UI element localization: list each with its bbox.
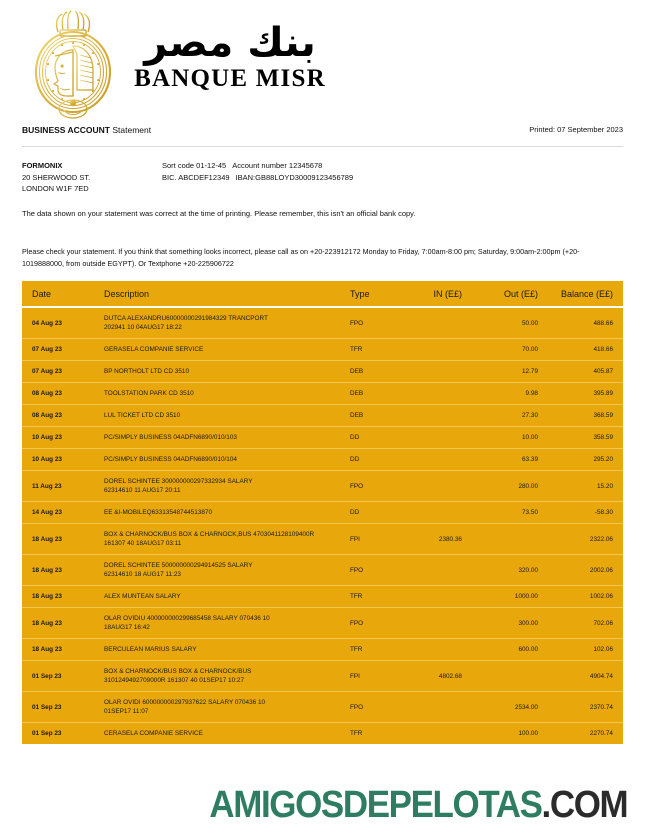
description-line-2: 161307 40 18AUG17 03:11: [104, 540, 182, 547]
printing-notice: The data shown on your statement was correct at the time of printing. Please remember, this isn't an official bank copy.: [22, 209, 416, 218]
cell-description: [94, 524, 342, 555]
description-line-1: CERASELA COMPANIE SERVICE: [104, 730, 203, 737]
statement-title-thin: Statement: [110, 125, 152, 135]
column-header-description[interactable]: Description: [94, 281, 342, 307]
bic-code: BIC. ABCDEF12349: [162, 172, 230, 182]
cell-type: FPO: [342, 692, 398, 723]
cell-date: 01 Sep 23: [22, 692, 94, 723]
cell-out: 10.00: [468, 427, 546, 449]
cell-date: 08 Aug 23: [22, 383, 94, 405]
table-row[interactable]: [22, 307, 623, 339]
cell-type: DD: [342, 427, 398, 449]
cell-in: [398, 502, 468, 524]
cell-in: [398, 608, 468, 639]
cell-description: [94, 307, 342, 339]
account-info-block: [22, 160, 623, 202]
cell-in: 4802.68: [398, 661, 468, 692]
watermark-tld: .COM: [541, 784, 627, 826]
cell-description: [94, 502, 342, 524]
cell-balance: 2322.06: [546, 524, 623, 555]
cell-date: 18 Aug 23: [22, 524, 94, 555]
table-row[interactable]: [22, 586, 623, 608]
column-header-balance[interactable]: Balance (E£): [546, 281, 623, 307]
customer-address-line3: LONDON W1F 7ED: [22, 184, 89, 193]
cell-out: 1000.00: [468, 586, 546, 608]
description-line-1: DOREL SCHINTEE 500000000294914525 SALARY: [104, 562, 253, 569]
cell-out: 100.00: [468, 723, 546, 745]
table-header: [22, 281, 623, 307]
cell-date: 14 Aug 23: [22, 502, 94, 524]
statement-title-bold: BUSINESS ACCOUNT: [22, 125, 110, 135]
cell-type: FPI: [342, 524, 398, 555]
cell-type: TFR: [342, 339, 398, 361]
cell-description: [94, 555, 342, 586]
account-number: Account number 12345678: [232, 161, 323, 170]
cell-balance: 418.66: [546, 339, 623, 361]
cell-out: 12.79: [468, 361, 546, 383]
cell-in: [398, 383, 468, 405]
description-line-1: BP NORTHOLT LTD CD 3510: [104, 368, 189, 375]
description-line-2: 62314610 11 AUG17 20:11: [104, 487, 181, 494]
page-title: [22, 125, 151, 135]
cell-description: [94, 608, 342, 639]
cell-date: 18 Aug 23: [22, 555, 94, 586]
table-row[interactable]: [22, 405, 623, 427]
cell-description: [94, 427, 342, 449]
cell-in: [398, 723, 468, 745]
cell-balance: 2370.74: [546, 692, 623, 723]
brand-latin-name: BANQUE MISR: [134, 65, 326, 92]
description-line-1: LUL TICKET LTD CD 3510: [104, 412, 181, 419]
cell-in: [398, 405, 468, 427]
table-row[interactable]: [22, 361, 623, 383]
cell-description: [94, 692, 342, 723]
cell-type: TFR: [342, 586, 398, 608]
cell-out: 320.00: [468, 555, 546, 586]
table-row[interactable]: [22, 471, 623, 502]
cell-out: 70.00: [468, 339, 546, 361]
sort-code-row: [162, 160, 359, 172]
cell-balance: -58.30: [546, 502, 623, 524]
table-row[interactable]: [22, 723, 623, 745]
site-watermark: [209, 786, 627, 824]
cell-date: 10 Aug 23: [22, 427, 94, 449]
cell-date: 08 Aug 23: [22, 405, 94, 427]
cell-description: [94, 383, 342, 405]
description-line-2: 202941 10 04AUG17 18:22: [104, 324, 182, 331]
cell-out: 2534.00: [468, 692, 546, 723]
cell-type: FPO: [342, 471, 398, 502]
cell-type: FPO: [342, 608, 398, 639]
cell-date: 10 Aug 23: [22, 449, 94, 471]
cell-out: 300.00: [468, 608, 546, 639]
cell-type: DEB: [342, 383, 398, 405]
description-line-1: OLAR OVIDIU 400000000299685458 SALARY 070436 10: [104, 615, 270, 622]
cell-date: 07 Aug 23: [22, 339, 94, 361]
cell-balance: 488.66: [546, 307, 623, 339]
cell-description: [94, 723, 342, 745]
cell-balance: 1002.06: [546, 586, 623, 608]
cell-balance: 102.06: [546, 639, 623, 661]
cell-balance: 368.59: [546, 405, 623, 427]
customer-address-line2: 20 SHERWOOD ST.: [22, 172, 91, 182]
cell-in: [398, 639, 468, 661]
cell-in: [398, 586, 468, 608]
cell-description: [94, 405, 342, 427]
iban-code: IBAN:GB88LOYD30009123456789: [235, 172, 354, 182]
cell-type: DD: [342, 502, 398, 524]
cell-date: 18 Aug 23: [22, 608, 94, 639]
bic-iban-row: [162, 172, 359, 184]
column-header-out[interactable]: Out (E£): [468, 281, 546, 307]
cell-date: 04 Aug 23: [22, 307, 94, 339]
cell-description: [94, 639, 342, 661]
cell-in: [398, 427, 468, 449]
table-row[interactable]: [22, 692, 623, 723]
cell-type: DEB: [342, 405, 398, 427]
cell-date: 18 Aug 23: [22, 586, 94, 608]
cell-out: 27.30: [468, 405, 546, 427]
contact-notice: Please check your statement. If you think that something looks incorrect, please call as on +20-223912172 Monday to Friday, 7:00am-8:00 pm; Saturday, 9:00am-2:00pm (+20-1019888000, from outside EGYPT). Or Textphone +20-225906722: [22, 247, 580, 268]
cell-balance: 15.20: [546, 471, 623, 502]
cell-in: [398, 307, 468, 339]
cell-out: [468, 524, 546, 555]
description-line-1: PC/SIMPLY BUSINESS 04ADFN6890/010/104: [104, 456, 237, 463]
watermark-main: AMIGOSDEPELOTAS: [209, 784, 542, 826]
cell-balance: 295.20: [546, 449, 623, 471]
description-line-2: 3101249492709000R 161307 40 01SEP17 10:27: [104, 677, 245, 684]
description-line-1: PC/SIMPLY BUSINESS 04ADFN6890/010/103: [104, 434, 237, 441]
description-line-1: OLAR OVIDI 600000000297937622 SALARY 070436 10: [104, 699, 266, 706]
cell-in: [398, 361, 468, 383]
table-row[interactable]: [22, 639, 623, 661]
cell-date: 01 Sep 23: [22, 661, 94, 692]
cell-balance: 4904.74: [546, 661, 623, 692]
cell-description: [94, 339, 342, 361]
description-line-2: 01SEP17 11:07: [104, 708, 149, 715]
cell-in: [398, 555, 468, 586]
description-line-1: DOREL SCHINTEE 300000000297332934 SALARY: [104, 478, 253, 485]
column-header-type[interactable]: Type: [342, 281, 398, 307]
printed-date: Printed: 07 September 2023: [529, 125, 623, 134]
pharaoh-cartouche-logo: [27, 10, 119, 122]
description-line-1: BERCULEAN MARIUS SALARY: [104, 646, 197, 653]
cell-out: 50.00: [468, 307, 546, 339]
cell-type: TFR: [342, 723, 398, 745]
bank-logo: [27, 10, 119, 122]
cell-balance: 2270.74: [546, 723, 623, 745]
table-row[interactable]: [22, 449, 623, 471]
brand-arabic-name: بنك مصر: [144, 20, 316, 66]
table-row[interactable]: [22, 427, 623, 449]
cell-out: 63.39: [468, 449, 546, 471]
cell-description: [94, 471, 342, 502]
statement-header: [22, 125, 623, 147]
cell-out: 600.00: [468, 639, 546, 661]
transactions-table-wrap: [22, 281, 623, 744]
table-row[interactable]: [22, 555, 623, 586]
table-row[interactable]: [22, 661, 623, 692]
table-header-row: [22, 281, 623, 307]
cell-out: [468, 661, 546, 692]
cell-out: 9.98: [468, 383, 546, 405]
cell-date: 01 Sep 23: [22, 723, 94, 745]
description-line-1: EE &I-MOBILEQ63313548744513870: [104, 509, 213, 516]
cell-balance: 395.89: [546, 383, 623, 405]
cell-balance: 702.06: [546, 608, 623, 639]
cell-date: 07 Aug 23: [22, 361, 94, 383]
description-line-1: DUTCA ALEXANDRU60000000291984329 TRANCPORT: [104, 315, 268, 322]
cell-out: 280.00: [468, 471, 546, 502]
table-row[interactable]: [22, 383, 623, 405]
cell-type: FPI: [342, 661, 398, 692]
cell-type: DEB: [342, 361, 398, 383]
column-header-in[interactable]: IN (E£): [398, 281, 468, 307]
column-header-date[interactable]: Date: [22, 281, 94, 307]
description-line-1: BOX & CHARNOCK/BUS BOX & CHARNOCK,BUS 4703041128109400R: [104, 531, 315, 538]
cell-in: [398, 339, 468, 361]
cell-in: [398, 449, 468, 471]
cell-balance: 405.87: [546, 361, 623, 383]
description-line-1: TOOLSTATION PARK CD 3510: [104, 390, 194, 397]
cell-type: TFR: [342, 639, 398, 661]
cell-balance: 2002.06: [546, 555, 623, 586]
description-line-1: GERASELA COMPANIE SERVICE: [104, 346, 204, 353]
customer-address: [22, 160, 90, 195]
table-row[interactable]: [22, 339, 623, 361]
cell-in: [398, 692, 468, 723]
sort-code: Sort code 01-12-45: [162, 161, 227, 170]
cell-description: [94, 586, 342, 608]
customer-name: FORMONIX: [22, 161, 63, 170]
description-line-2: 18AUG17 16:42: [104, 624, 150, 631]
table-row[interactable]: [22, 502, 623, 524]
brand-block: [120, 22, 340, 93]
table-row[interactable]: [22, 608, 623, 639]
table-body: [22, 307, 623, 744]
description-line-1: BOX & CHARNOCK/BUS BOX & CHARNOCK/BUS: [104, 668, 252, 675]
cell-type: FPO: [342, 307, 398, 339]
cell-date: 18 Aug 23: [22, 639, 94, 661]
cell-description: [94, 361, 342, 383]
transactions-table: [22, 281, 623, 744]
cell-in: [398, 471, 468, 502]
description-line-1: ALEX MUNTEAN SALARY: [104, 593, 181, 600]
cell-date: 11 Aug 23: [22, 471, 94, 502]
cell-balance: 358.59: [546, 427, 623, 449]
account-identifiers: [162, 160, 359, 183]
cell-description: [94, 449, 342, 471]
cell-in: 2380.36: [398, 524, 468, 555]
table-row[interactable]: [22, 524, 623, 555]
masthead: [0, 0, 645, 125]
description-line-2: 62314610 18 AUG17 11:23: [104, 571, 181, 578]
cell-out: 73.50: [468, 502, 546, 524]
cell-description: [94, 661, 342, 692]
cell-type: DD: [342, 449, 398, 471]
cell-type: FPO: [342, 555, 398, 586]
